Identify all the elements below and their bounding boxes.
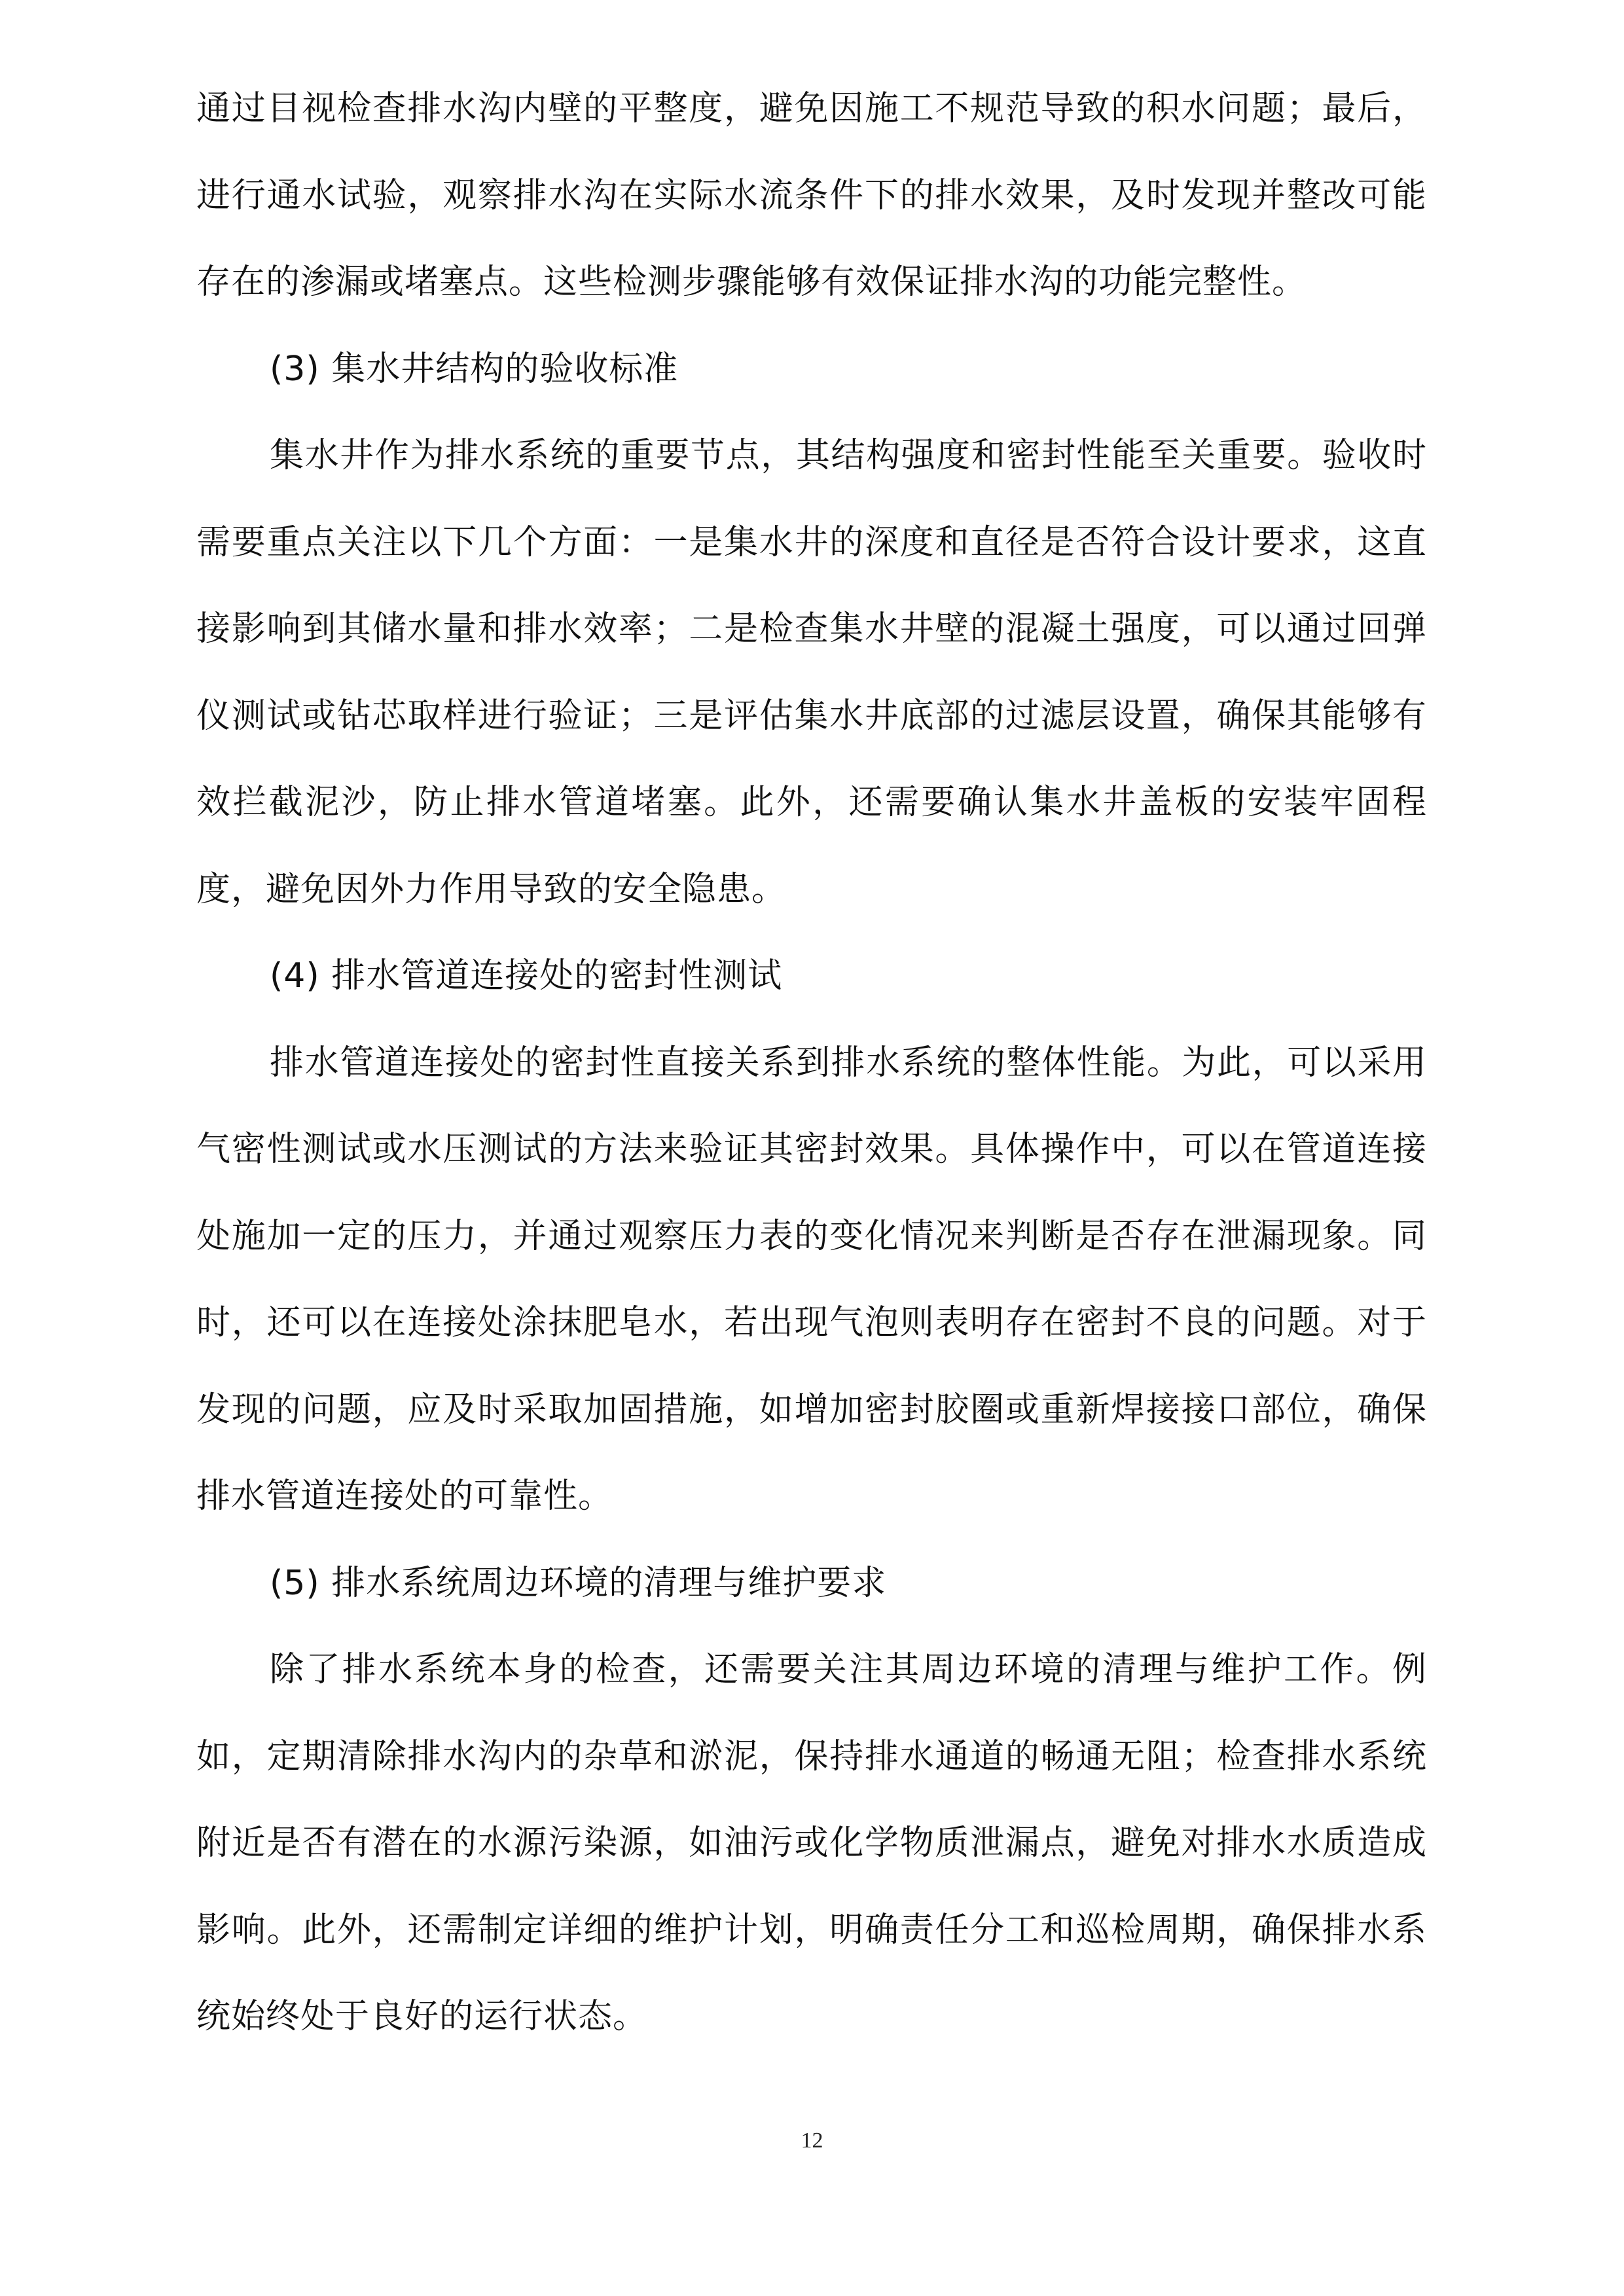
- paragraph-continuation: 通过目视检查排水沟内壁的平整度，避免因施工不规范导致的积水问题；最后，进行通水试验，观察排水沟在实际水流条件下的排水效果，及时发现并整改可能存在的渗漏或堵塞点。这些检测步骤能够有效保证排水沟的功能完整性。: [196, 89, 1427, 302]
- paragraph-maintenance: 除了排水系统本身的检查，还需要关注其周边环境的清理与维护工作。例如，定期清除排水沟内的杂草和淤泥，保持排水通道的畅通无阻；检查排水系统附近是否有潜在的水源污染源，如油污或化学物质泄漏点，避免对排水水质造成影响。此外，还需制定详细的维护计划，明确责任分工和巡检周期，确保排水系统始终处于良好的运行状态。: [196, 1650, 1427, 2036]
- section-heading-3: (3) 集水井结构的验收标准: [270, 349, 679, 389]
- page-number: 12: [801, 2128, 823, 2153]
- paragraph-sump-pit: 集水井作为排水系统的重要节点，其结构强度和密封性能至关重要。验收时需要重点关注以下几个方面：一是集水井的深度和直径是否符合设计要求，这直接影响到其储水量和排水效率；二是检查集水井壁的混凝土强度，可以通过回弹仪测试或钻芯取样进行验证；三是评估集水井底部的过滤层设置，确保其能够有效拦截泥沙，防止排水管道堵塞。此外，还需要确认集水井盖板的安装牢固程度，避免因外力作用导致的安全隐患。: [196, 436, 1427, 909]
- document-body: [196, 65, 1427, 2060]
- paragraph-pipe-seal: 排水管道连接处的密封性直接关系到排水系统的整体性能。为此，可以采用气密性测试或水压测试的方法来验证其密封效果。具体操作中，可以在管道连接处施加一定的压力，并通过观察压力表的变化情况来判断是否存在泄漏现象。同时，还可以在连接处涂抹肥皂水，若出现气泡则表明存在密封不良的问题。对于发现的问题，应及时采取加固措施，如增加密封胶圈或重新焊接接口部位，确保排水管道连接处的可靠性。: [196, 1043, 1427, 1516]
- section-heading-4: (4) 排水管道连接处的密封性测试: [270, 956, 783, 996]
- section-heading-5: (5) 排水系统周边环境的清理与维护要求: [270, 1563, 887, 1603]
